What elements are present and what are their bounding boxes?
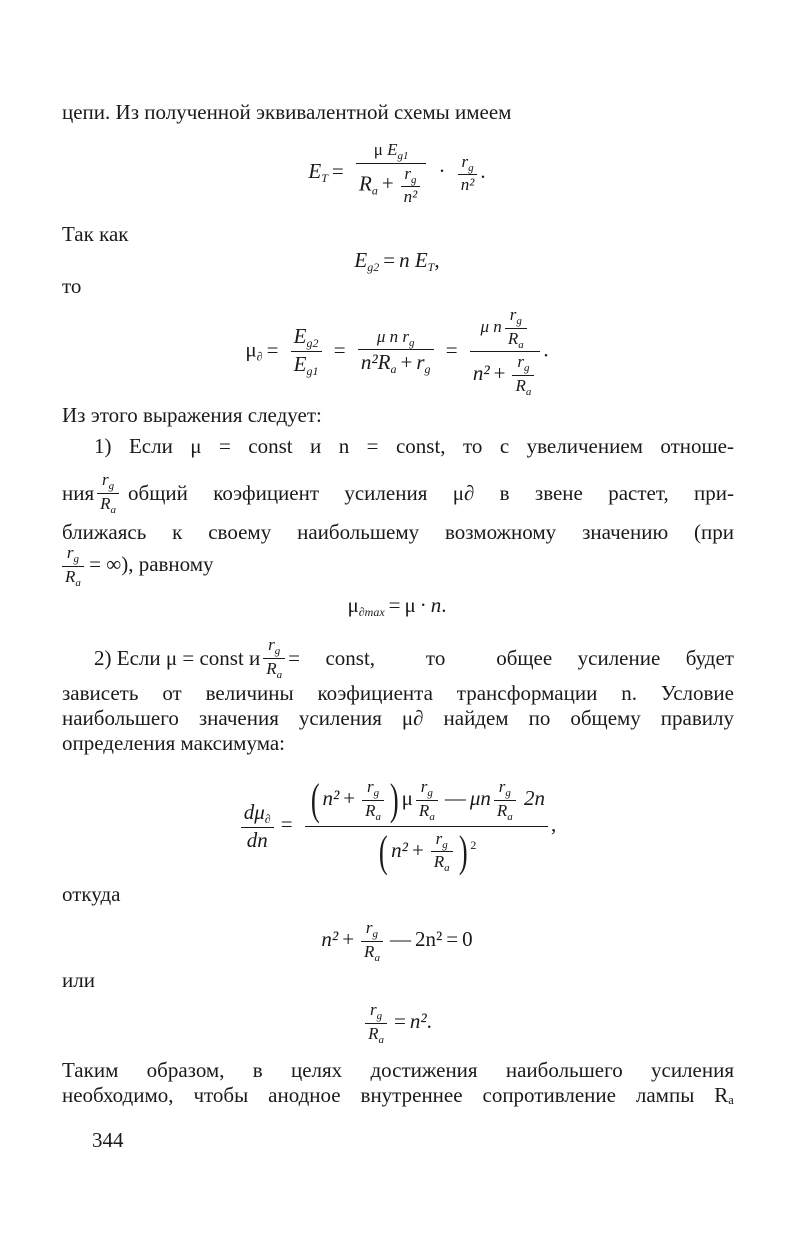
sym: + bbox=[493, 361, 506, 386]
text-line bbox=[62, 470, 734, 516]
sym: R bbox=[507, 328, 519, 348]
sym: ) bbox=[389, 775, 399, 824]
denominator bbox=[305, 827, 548, 878]
sym: a bbox=[375, 810, 381, 823]
sym: r bbox=[402, 326, 409, 346]
sym: a bbox=[518, 338, 524, 351]
sym: μ bbox=[404, 593, 416, 617]
text-line: Так как bbox=[62, 222, 129, 246]
sym: + bbox=[381, 171, 394, 196]
sym: n² bbox=[409, 1008, 427, 1033]
numerator bbox=[241, 800, 274, 828]
sym: g1 bbox=[397, 150, 409, 162]
sym: g2 bbox=[367, 260, 380, 274]
sym: g bbox=[411, 173, 417, 186]
sym: T bbox=[427, 260, 435, 274]
text: общий коэфициент усиления μ∂ в звене растет, при- bbox=[128, 480, 734, 505]
numerator bbox=[362, 777, 384, 801]
text: = const, то общее усиление будет bbox=[288, 645, 734, 670]
denominator bbox=[356, 164, 426, 207]
fraction bbox=[362, 777, 384, 823]
sym: + bbox=[343, 786, 356, 811]
fraction bbox=[431, 829, 453, 875]
sym: r bbox=[66, 543, 74, 562]
sym: = bbox=[388, 593, 401, 617]
sym: a bbox=[374, 951, 380, 964]
numerator bbox=[365, 1000, 387, 1024]
sym: R bbox=[358, 171, 372, 196]
sym: a bbox=[276, 668, 283, 681]
sym: g1 bbox=[306, 364, 319, 379]
sym: . bbox=[543, 337, 549, 362]
sym: a bbox=[444, 862, 450, 875]
sym: r bbox=[365, 918, 373, 937]
sym: μ bbox=[347, 593, 359, 617]
sym: R bbox=[266, 658, 277, 678]
sym: n² bbox=[460, 175, 475, 195]
sym: E bbox=[354, 248, 368, 272]
numerator bbox=[458, 152, 478, 176]
sym: g bbox=[516, 315, 522, 327]
numerator bbox=[470, 305, 541, 352]
sym: r bbox=[461, 151, 469, 171]
text-line: 1) Если μ = const и n = const, то с увеличением отноше- bbox=[94, 434, 734, 458]
sym: ( bbox=[310, 775, 320, 824]
sym: g bbox=[376, 1010, 383, 1022]
text-line: откуда bbox=[62, 882, 121, 906]
fraction bbox=[365, 1000, 387, 1046]
sym: 2n² bbox=[414, 926, 443, 951]
fraction bbox=[416, 777, 438, 823]
fraction bbox=[358, 327, 434, 377]
sym: r bbox=[420, 777, 428, 797]
text: 2) Если μ = const и bbox=[94, 645, 261, 670]
text-line: ближаясь к своему наибольшему возможному значению (при bbox=[62, 520, 734, 544]
text: ния bbox=[62, 480, 95, 505]
sym: + bbox=[342, 926, 355, 951]
sym: n² bbox=[391, 837, 408, 862]
sym: R bbox=[496, 800, 508, 820]
text-line: наибольшего значения усиления μ∂ найдем по общему правилу bbox=[62, 706, 734, 730]
denominator bbox=[416, 801, 438, 824]
sym: a bbox=[75, 576, 81, 589]
sym: g bbox=[442, 838, 448, 851]
sym: . bbox=[426, 1008, 432, 1033]
sym: a bbox=[371, 183, 378, 198]
numerator bbox=[361, 918, 383, 942]
formula-result bbox=[0, 1000, 794, 1046]
sym: + bbox=[411, 837, 424, 862]
sym: R bbox=[377, 350, 391, 375]
fraction bbox=[361, 918, 383, 964]
sym: g bbox=[409, 336, 415, 349]
denominator bbox=[62, 567, 84, 590]
sym: r bbox=[435, 828, 443, 848]
denominator bbox=[263, 659, 285, 682]
formula-derivative bbox=[0, 775, 794, 877]
fraction bbox=[263, 635, 285, 681]
fraction bbox=[305, 775, 548, 877]
sym: , bbox=[434, 248, 440, 272]
denominator bbox=[291, 352, 322, 379]
sym: a bbox=[525, 385, 532, 398]
denominator bbox=[361, 942, 383, 965]
sym: = bbox=[394, 1008, 406, 1033]
sym: , bbox=[551, 811, 557, 836]
fraction bbox=[458, 152, 478, 195]
sym: a bbox=[110, 503, 117, 516]
fraction bbox=[494, 777, 516, 823]
sym: 2n bbox=[524, 786, 545, 811]
fraction bbox=[470, 305, 541, 399]
formula-condition bbox=[0, 918, 794, 964]
text-line: или bbox=[62, 968, 95, 992]
sym: μ n bbox=[376, 326, 399, 346]
sym: R bbox=[368, 1023, 379, 1043]
denominator bbox=[470, 352, 541, 398]
denominator bbox=[241, 828, 274, 852]
sym: n² bbox=[322, 786, 340, 811]
sym: = bbox=[445, 337, 458, 362]
formula-mu bbox=[0, 305, 794, 399]
formula-et bbox=[0, 140, 794, 207]
fraction bbox=[401, 164, 421, 207]
sym: dμ bbox=[243, 800, 265, 825]
numerator bbox=[512, 352, 534, 376]
sym: ) bbox=[458, 826, 468, 876]
formula-mu-max bbox=[0, 593, 794, 620]
numerator bbox=[62, 543, 84, 567]
text-line: то bbox=[62, 274, 82, 298]
sym: · bbox=[419, 593, 427, 617]
denominator bbox=[494, 801, 516, 824]
sym: R bbox=[365, 800, 376, 820]
fraction bbox=[505, 305, 527, 351]
sym: R bbox=[100, 493, 111, 513]
sym: μn bbox=[469, 786, 491, 811]
sym: n² bbox=[321, 926, 339, 951]
fraction bbox=[97, 470, 119, 516]
sym: 2 bbox=[470, 837, 477, 852]
text-line bbox=[94, 635, 734, 681]
sym: n² bbox=[472, 361, 490, 386]
sym: = bbox=[446, 926, 459, 951]
sym: g bbox=[73, 553, 79, 565]
sym: = bbox=[266, 337, 279, 362]
sym: n² bbox=[360, 350, 378, 375]
sym: n bbox=[430, 593, 442, 617]
sym: r bbox=[268, 635, 275, 654]
numerator bbox=[431, 829, 453, 853]
text-line: зависеть от величины коэфициента трансформации n. Условие bbox=[62, 681, 734, 705]
sym: μ n bbox=[480, 317, 502, 337]
page-number: 344 bbox=[92, 1128, 124, 1152]
sym: = bbox=[333, 337, 346, 362]
sym: a bbox=[378, 1033, 384, 1046]
sym: — bbox=[389, 926, 411, 951]
sym: g bbox=[372, 928, 379, 940]
fraction bbox=[62, 543, 84, 589]
sym: = bbox=[280, 811, 293, 836]
sym: a bbox=[429, 810, 435, 823]
denominator bbox=[365, 1024, 387, 1047]
denominator bbox=[362, 801, 384, 824]
sym: r bbox=[517, 352, 524, 372]
sym: g bbox=[505, 787, 511, 800]
denominator bbox=[358, 350, 434, 377]
denominator bbox=[505, 329, 527, 352]
sym: a bbox=[507, 810, 513, 823]
sym: ∂max bbox=[358, 605, 385, 619]
sym: dn bbox=[246, 827, 268, 852]
numerator bbox=[401, 164, 421, 188]
sym: . bbox=[441, 593, 447, 617]
sym: μ bbox=[373, 140, 383, 159]
numerator bbox=[358, 327, 434, 351]
text-line: необходимо, чтобы анодное внутреннее сопротивление лампы Rₐ bbox=[62, 1083, 734, 1107]
denominator bbox=[401, 187, 421, 207]
sym: μ bbox=[401, 786, 413, 811]
numerator bbox=[505, 305, 527, 329]
sym: g bbox=[424, 362, 431, 377]
sym: g bbox=[468, 161, 474, 174]
sym: g bbox=[373, 787, 380, 800]
denominator bbox=[512, 376, 534, 399]
sym: R bbox=[65, 566, 76, 586]
sym: r bbox=[404, 163, 412, 183]
sym: g bbox=[108, 480, 115, 492]
sym: n bbox=[399, 248, 410, 272]
sym: — bbox=[444, 786, 466, 811]
sym: g2 bbox=[306, 336, 319, 351]
fraction bbox=[356, 140, 426, 207]
numerator bbox=[291, 324, 322, 352]
fraction bbox=[291, 324, 322, 379]
formula-eg2 bbox=[0, 248, 794, 275]
sym: 0 bbox=[462, 926, 473, 951]
sym: E bbox=[308, 159, 322, 184]
sym: ∂ bbox=[264, 812, 271, 827]
sym: E bbox=[293, 352, 307, 377]
text-line: цепи. Из полученной эквивалентной схемы имеем bbox=[62, 100, 512, 124]
denominator bbox=[458, 175, 478, 195]
sym: = bbox=[383, 248, 396, 272]
sym: n² bbox=[403, 187, 418, 207]
sym: a bbox=[390, 362, 397, 377]
text-line: Из этого выражения следует: bbox=[62, 403, 322, 427]
sym: · bbox=[438, 159, 446, 184]
sym: g bbox=[427, 787, 433, 800]
sym: r bbox=[416, 350, 425, 375]
fraction bbox=[241, 800, 274, 852]
denominator bbox=[431, 852, 453, 875]
sym: R bbox=[418, 800, 430, 820]
numerator bbox=[416, 777, 438, 801]
sym: r bbox=[509, 305, 517, 324]
text-line: определения максимума: bbox=[62, 731, 285, 755]
sym: E bbox=[293, 324, 307, 349]
sym: g bbox=[523, 362, 530, 375]
sym: ( bbox=[379, 826, 389, 876]
text-line: Таким образом, в целях достижения наибольшего усиления bbox=[62, 1058, 734, 1082]
numerator bbox=[97, 470, 119, 494]
sym: = bbox=[331, 159, 344, 184]
sym: + bbox=[400, 350, 413, 375]
text-line bbox=[62, 543, 734, 589]
sym: . bbox=[480, 159, 486, 184]
text: = ∞), равному bbox=[89, 551, 214, 576]
numerator bbox=[305, 775, 548, 827]
numerator bbox=[356, 140, 426, 164]
denominator bbox=[97, 494, 119, 517]
sym: r bbox=[498, 777, 506, 797]
sym: E bbox=[414, 248, 428, 272]
sym: T bbox=[321, 171, 328, 186]
sym: g bbox=[274, 645, 281, 657]
sym: R bbox=[433, 852, 445, 872]
sym: μ bbox=[245, 337, 257, 362]
sym: R bbox=[364, 941, 375, 961]
numerator bbox=[263, 635, 285, 659]
sym: ∂ bbox=[256, 349, 263, 364]
sym: r bbox=[102, 470, 109, 489]
sym: R bbox=[515, 375, 526, 395]
fraction bbox=[512, 352, 534, 398]
sym: E bbox=[387, 140, 398, 159]
sym: r bbox=[369, 1000, 377, 1019]
numerator bbox=[494, 777, 516, 801]
sym: r bbox=[366, 777, 374, 797]
